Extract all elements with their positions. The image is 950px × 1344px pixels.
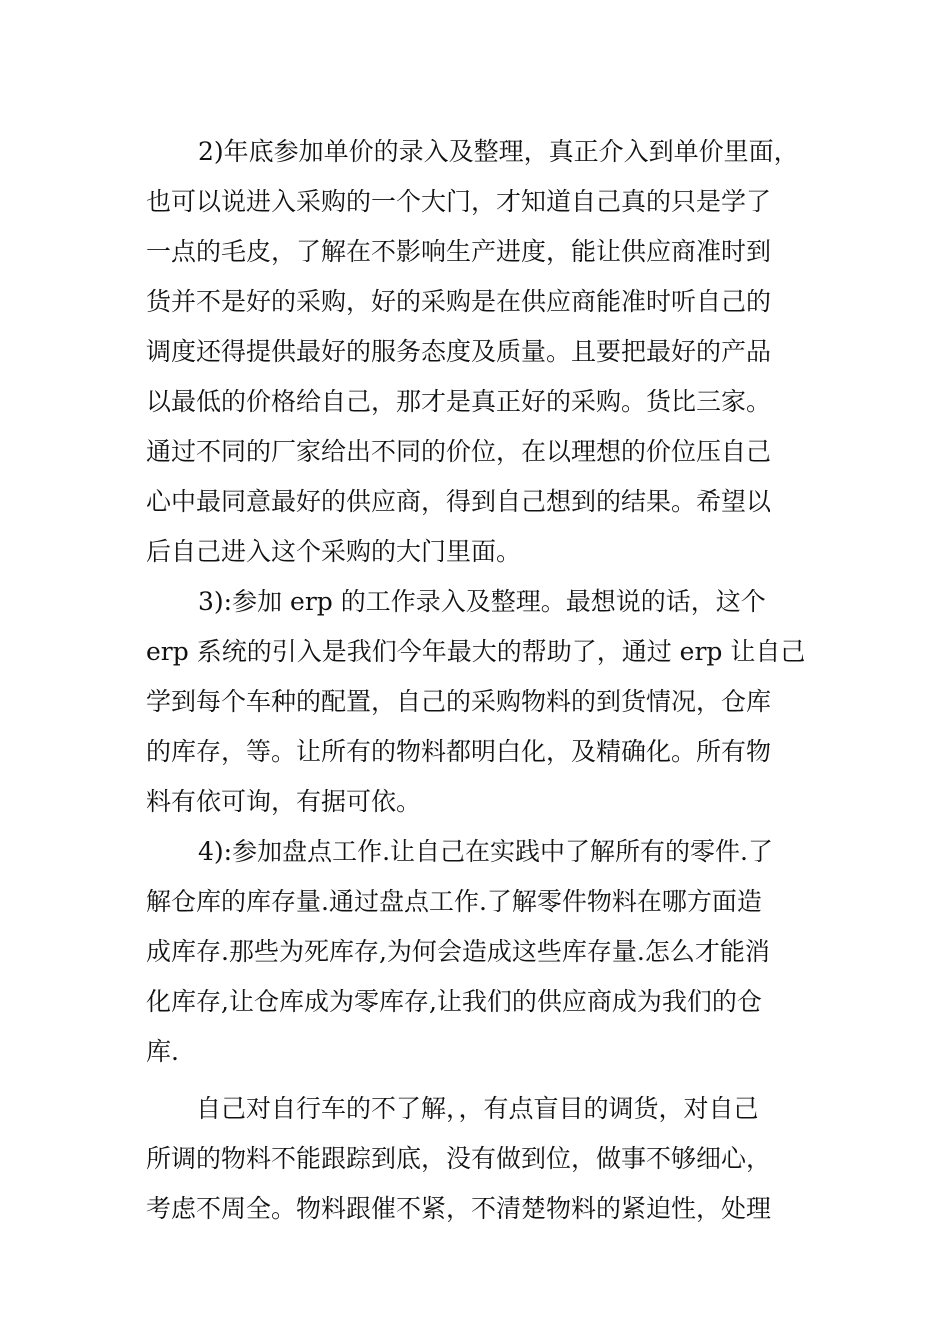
- paragraph-5-line-2: 所调的物料不能跟踪到底，没有做到位，做事不够细心，: [146, 1144, 772, 1173]
- paragraph-3-line-2: erp 系统的引入是我们今年最大的帮助了，通过 erp 让自己: [146, 637, 806, 666]
- paragraph-3-line-1: 3):参加 erp 的工作录入及整理。最想说的话，这个: [198, 587, 766, 616]
- paragraph-2-line-8: 心中最同意最好的供应商，得到自己想到的结果。希望以: [146, 487, 772, 516]
- paragraph-4-line-4: 化库存,让仓库成为零库存,让我们的供应商成为我们的仓: [146, 987, 762, 1016]
- paragraph-4-line-1: 4):参加盘点工作.让自己在实践中了解所有的零件.了: [198, 837, 773, 866]
- paragraph-4-line-2: 解仓库的库存量.通过盘点工作.了解零件物料在哪方面造: [146, 887, 762, 916]
- paragraph-2-line-5: 调度还得提供最好的服务态度及质量。且要把最好的产品: [146, 337, 772, 366]
- paragraph-2-line-3: 一点的毛皮，了解在不影响生产进度，能让供应商准时到: [146, 237, 772, 266]
- paragraph-3-line-5: 料有依可询，有据可依。: [146, 787, 422, 816]
- paragraph-2-line-6: 以最低的价格给自己，那才是真正好的采购。货比三家。: [146, 387, 772, 416]
- paragraph-2-line-4: 货并不是好的采购，好的采购是在供应商能准时听自己的: [146, 287, 772, 316]
- paragraph-5-line-1: 自己对自行车的不了解，，有点盲目的调货，对自己: [196, 1094, 759, 1123]
- paragraph-2-line-7: 通过不同的厂家给出不同的价位，在以理想的价位压自己: [146, 437, 772, 466]
- paragraph-2-line-9: 后自己进入这个采购的大门里面。: [146, 537, 522, 566]
- paragraph-5-line-3: 考虑不周全。物料跟催不紧，不清楚物料的紧迫性，处理: [146, 1194, 772, 1223]
- paragraph-3-line-3: 学到每个车种的配置，自己的采购物料的到货情况，仓库: [146, 687, 772, 716]
- paragraph-2-line-1: 2)年底参加单价的录入及整理，真正介入到单价里面，: [198, 137, 799, 166]
- paragraph-4-line-5: 库.: [146, 1037, 179, 1066]
- paragraph-3-line-4: 的库存，等。让所有的物料都明白化，及精确化。所有物: [146, 737, 772, 766]
- document-body: [146, 127, 816, 1234]
- paragraph-4-line-3: 成库存.那些为死库存,为何会造成这些库存量.怎么才能消: [146, 937, 770, 966]
- paragraph-2-line-2: 也可以说进入采购的一个大门，才知道自己真的只是学了: [146, 187, 772, 216]
